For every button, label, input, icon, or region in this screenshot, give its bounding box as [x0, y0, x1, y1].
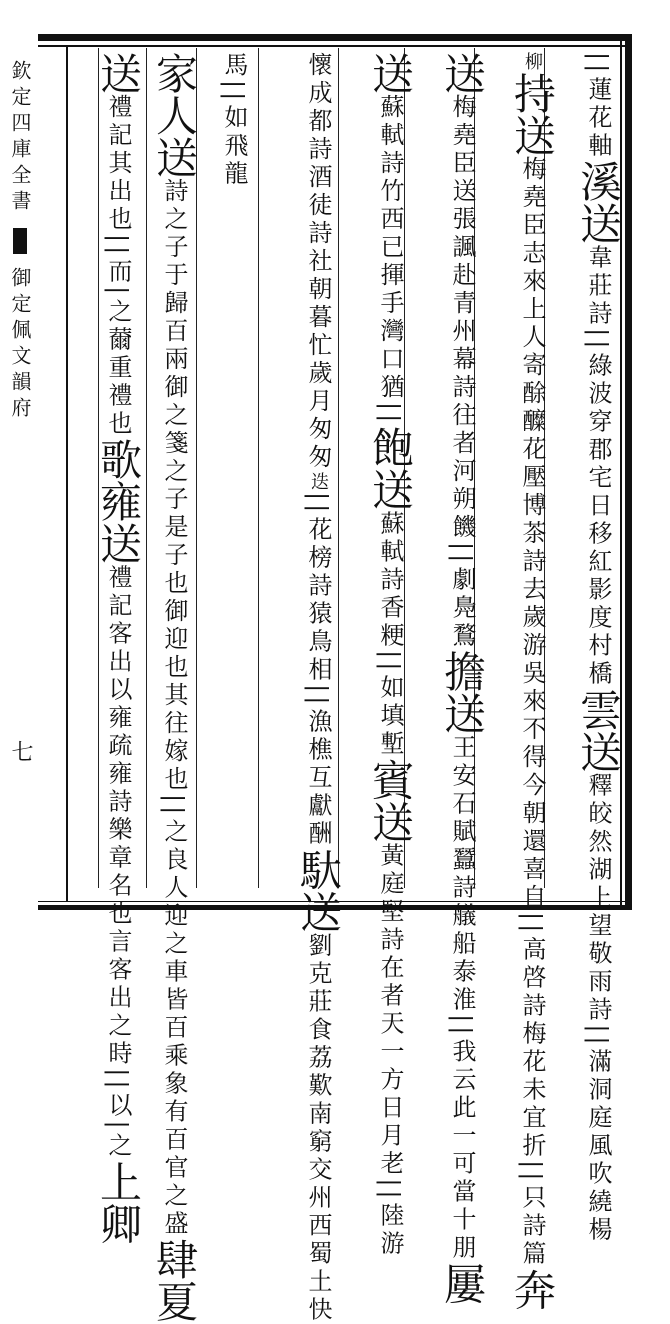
- entry-headword: 溪送: [574, 160, 623, 245]
- column-divider: [258, 48, 259, 888]
- border-top: [38, 34, 632, 41]
- text-column: [150, 52, 199, 1323]
- text-column: [438, 52, 487, 1305]
- entry-text: 手灣口猶||: [376, 290, 404, 427]
- entry-text: 得今朝還喜自||高啓詩梅花未宜折||只詩篇: [518, 744, 546, 1269]
- entry-text: ||滿洞庭風吹繞楊: [584, 1024, 612, 1245]
- border-left-margin: [66, 45, 68, 901]
- entry-text: 釋皎然湖上望敬雨詩: [584, 772, 612, 1025]
- entry-text: 如飛龍: [220, 104, 248, 189]
- entry-text: ||我云此一可當十朋: [448, 1014, 476, 1263]
- entry-text: ||如填塹: [376, 650, 404, 759]
- entry-headword: 擔送: [438, 650, 487, 735]
- entry-text: 窮交州西蜀土快: [304, 1128, 332, 1324]
- volume-title: 御定佩文韻府: [8, 266, 32, 423]
- entry-text: 方日月老||陸游: [376, 1066, 404, 1259]
- text-column: [508, 52, 557, 1311]
- entry-headword: 雲送: [574, 688, 623, 773]
- entry-text: 馬||: [220, 52, 248, 105]
- entry-headword: 飽送: [366, 426, 415, 511]
- entry-text: 宅日移紅影度村橋: [584, 464, 612, 689]
- entry-text: 劉克莊食荔歎南: [304, 932, 332, 1129]
- entry-text: 也言客出之時||以|之: [104, 900, 132, 1161]
- column-divider: [338, 48, 339, 888]
- entry-headword: 上卿: [94, 1160, 143, 1245]
- entry-text: 梅堯臣志來上人寄酴醾花壓博茶詩去歲游吳來不: [518, 156, 546, 744]
- entry-headword: 持送: [508, 72, 557, 156]
- entry-headword: 肆夏: [150, 1238, 199, 1323]
- entry-text: 而|之薾重禮也: [104, 258, 132, 439]
- text-column: [366, 52, 415, 1259]
- entry-text: 懷成都詩酒徒詩社朝暮忙歲月匆匆: [304, 52, 332, 472]
- fishtail-block: [13, 228, 27, 254]
- entry-text: 禮記客出以雍疏雍詩樂章名: [104, 564, 132, 901]
- book-title: 欽定四庫全書: [8, 60, 32, 216]
- text-column: [574, 52, 623, 1245]
- entry-text: 梅堯臣送張諷赴青州幕詩: [448, 94, 476, 402]
- entry-headword: 送: [438, 52, 487, 94]
- entry-text: 柳: [522, 52, 543, 72]
- entry-text: 嫁也||之良人迎之車皆百乘象有百官之盛: [160, 738, 188, 1239]
- text-column: [94, 52, 143, 1245]
- entry-text: ||蓮: [584, 52, 612, 105]
- entry-text: 往者河朔饑||劇鳧鶩: [448, 402, 476, 651]
- entry-text: 禮記其出也||: [104, 94, 132, 259]
- entry-text: 蘇軾詩香粳: [376, 510, 404, 651]
- entry-headword: 屢: [438, 1262, 487, 1305]
- text-column: [294, 52, 343, 1324]
- entry-headword: 奔: [508, 1268, 557, 1311]
- entry-text: 蘇軾詩竹西已揮: [376, 94, 404, 290]
- entry-headword: 送: [94, 52, 143, 94]
- entry-text: 黃庭堅詩在者天一: [376, 842, 404, 1067]
- entry-headword: 送: [366, 52, 415, 94]
- entry-text: 韋莊詩||綠波穿郡: [584, 244, 612, 465]
- border-right: [625, 34, 632, 910]
- border-top-inner: [38, 45, 632, 47]
- entry-headword: 家人送: [150, 52, 199, 178]
- column-divider: [146, 48, 147, 888]
- entry-headword: 馱送: [294, 848, 343, 933]
- margin-title: [4, 60, 36, 423]
- folio-number: 七: [8, 740, 33, 762]
- entry-text: ||花榜詩猿鳥相||漁樵互獻酬: [304, 492, 332, 849]
- entry-text: 迭: [308, 472, 329, 492]
- entry-text: 王安石賦蠶詩艤船泰淮: [448, 734, 476, 1015]
- entry-text: 花軸: [584, 104, 612, 161]
- entry-headword: 賓送: [366, 758, 415, 843]
- entry-headword: 歌雍送: [94, 438, 143, 565]
- entry-text: 詩之子于歸百兩御之箋之子是子也御迎也其往: [160, 178, 188, 738]
- text-column: [214, 52, 254, 892]
